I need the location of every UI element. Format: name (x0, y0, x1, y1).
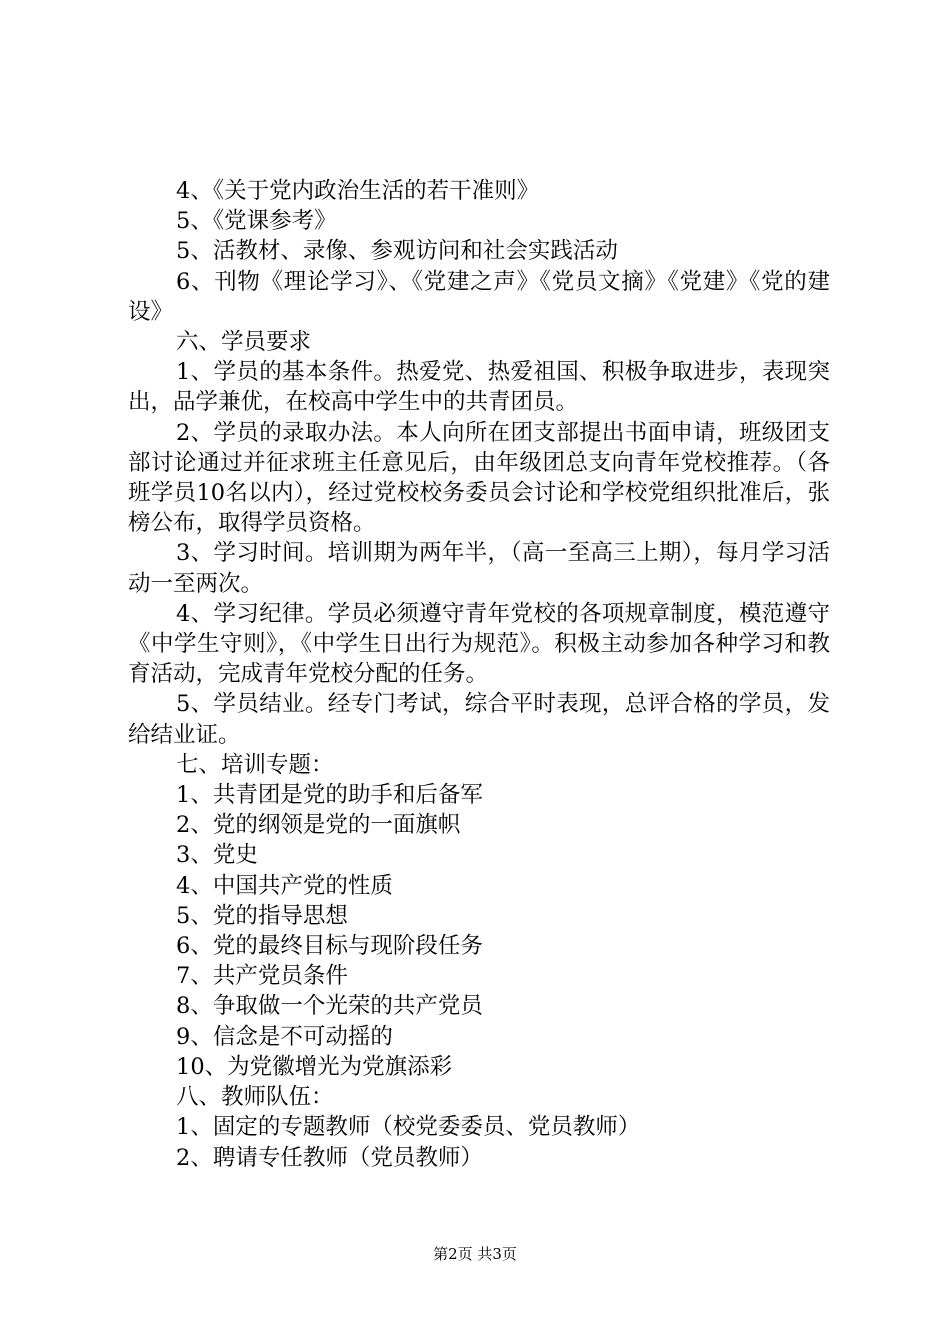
paragraph: 4、学习纪律。学员必须遵守青年党校的各项规章制度，模范遵守《中学生守则》，《中学生日出行为规范》。积极主动参加各种学习和教育活动，完成青年党校分配的任务。 (128, 600, 830, 688)
paragraph: 5、《党课参考》 (176, 208, 337, 235)
list-item: 1、共青团是党的助手和后备军 (176, 782, 483, 809)
section-heading: 六、学员要求 (176, 329, 312, 356)
list-item: 4、中国共产党的性质 (176, 872, 393, 899)
list-item: 3、党史 (176, 842, 258, 869)
page-footer (0, 1244, 950, 1264)
section-heading: 七、培训专题： (176, 751, 334, 778)
paragraph: 6、刊物《理论学习》、《党建之声》《党员文摘》《党建》《党的建设》 (128, 268, 830, 325)
section-heading: 八、教师队伍： (176, 1084, 334, 1111)
list-item: 2、聘请专任教师（党员教师） (176, 1144, 483, 1171)
document-body (128, 176, 830, 1173)
list-item: 5、党的指导思想 (176, 902, 348, 929)
list-item: 10、为党徽增光为党旗添彩 (176, 1053, 453, 1080)
paragraph: 3、学习时间。培训期为两年半，（高一至高三上期），每月学习活动一至两次。 (128, 540, 830, 597)
list-item: 9、信念是不可动摇的 (176, 1023, 393, 1050)
list-item: 6、党的最终目标与现阶段任务 (176, 933, 483, 960)
list-item: 7、共产党员条件 (176, 963, 348, 990)
paragraph: 5、活教材、录像、参观访问和社会实践活动 (176, 238, 618, 265)
paragraph: 1、学员的基本条件。热爱党、热爱祖国、积极争取进步，表现突出，品学兼优，在校高中学生中的共青团员。 (128, 359, 830, 416)
page-number-label: 第2页 共3页 (433, 1245, 517, 1263)
list-item: 2、党的纲领是党的一面旗帜 (176, 812, 461, 839)
paragraph: 4、《关于党内政治生活的若干准则》 (176, 178, 540, 204)
list-item: 8、争取做一个光荣的共产党员 (176, 993, 483, 1020)
paragraph: 2、学员的录取办法。本人向所在团支部提出书面申请，班级团支部讨论通过并征求班主任意见后，由年级团总支向青年党校推荐。（各班学员10名以内），经过党校校务委员会讨论和学校党组织批准后，张榜公布，取得学员资格。 (128, 419, 830, 537)
list-item: 1、固定的专题教师（校党委委员、党员教师） (176, 1114, 641, 1141)
paragraph: 5、学员结业。经专门考试，综合平时表现，总评合格的学员，发给结业证。 (128, 691, 830, 748)
